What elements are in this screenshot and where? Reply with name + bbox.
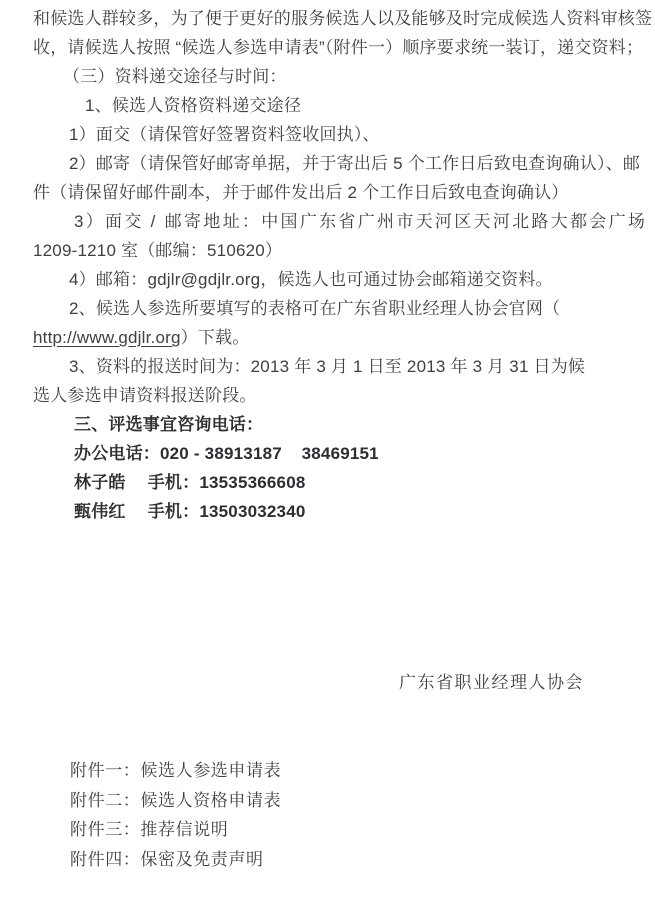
document-line (33, 91, 641, 120)
line-text: 1、候选人资格资料递交途径 (85, 96, 302, 115)
line-text: 甄伟红 手机：13503032340 (74, 502, 306, 521)
document-line (33, 236, 641, 265)
line-text: 附件四：保密及免责声明 (70, 849, 264, 869)
attachment-line (70, 786, 641, 816)
document-lines (33, 4, 653, 526)
document-line (33, 149, 641, 178)
line-text: 选人参选申请资料报送阶段。 (33, 386, 257, 405)
line-text: 1）面交（请保管好签署资料签收回执）、 (69, 125, 380, 144)
document-line (33, 294, 641, 323)
line-text: 4）邮箱：gdjlr@gdjlr.org，候选人也可通过协会邮箱递交资料。 (69, 270, 553, 289)
document-line (33, 352, 641, 381)
attachments-list (33, 756, 641, 874)
document-line (33, 381, 641, 410)
line-text: 件（请保留好邮件副本，并于邮件发出后 2 个工作日后致电查询确认） (33, 183, 569, 202)
document-line (33, 207, 648, 236)
line-text: （三）资料递交途径与时间： (63, 67, 287, 86)
line-text: ）下载。 (180, 328, 250, 347)
signature-text: 广东省职业经理人协会 (399, 673, 584, 692)
document-line (33, 439, 641, 468)
document-line (33, 4, 653, 33)
line-text: 2、候选人参选所要填写的表格可在广东省职业经理人协会官网（ (69, 299, 561, 318)
attachment-line (70, 845, 641, 875)
line-text: 3、资料的报送时间为：2013 年 3 月 1 日至 2013 年 3 月 31 日为候 (69, 357, 586, 376)
document-line (33, 62, 641, 91)
line-text: 收，请候选人按照 “候选人参选申请表”（附件一）顺序要求统一装订，递交资料； (33, 38, 644, 57)
line-text: 办公电话：020 - 38913187 38469151 (74, 444, 379, 463)
document-line (33, 323, 641, 352)
document-line (33, 33, 644, 62)
document-line (33, 265, 641, 294)
line-text: 3）面交 / 邮寄地址：中国广东省广州市天河区天河北路大都会广场 (74, 212, 648, 231)
line-text: 2）邮寄（请保管好邮寄单据，并于寄出后 5 个工作日后致电查询确认）、邮 (69, 154, 641, 173)
line-text: 附件二：候选人资格申请表 (70, 790, 282, 810)
document-line (33, 120, 641, 149)
line-text: 附件一：候选人参选申请表 (70, 761, 282, 780)
document-line (33, 468, 641, 497)
attachment-line (70, 815, 641, 845)
document-line (33, 178, 641, 207)
url-text: http://www.gdjlr.org (33, 328, 181, 347)
line-text: 林子皓 手机：13535366608 (74, 473, 306, 492)
line-text: 和候选人群较多，为了便于更好的服务候选人以及能够及时完成候选人资料审核签 (33, 9, 653, 28)
line-text: 1209-1210 室（邮编：510620） (33, 241, 283, 260)
attachment-line (70, 756, 641, 786)
document-line (33, 410, 641, 439)
line-text: 三、评选事宜咨询电话： (74, 415, 264, 434)
signature-line (33, 668, 641, 697)
line-text: 附件三：推荐信说明 (70, 820, 229, 839)
document-line (33, 497, 641, 526)
